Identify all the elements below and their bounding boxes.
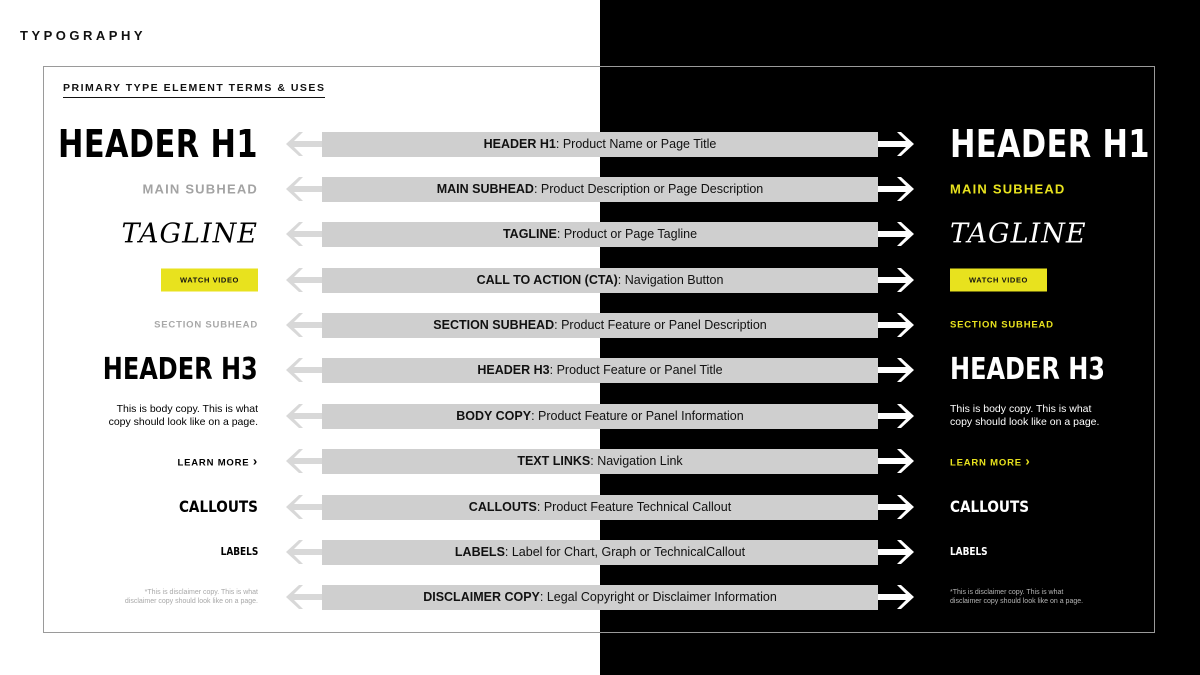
sample-section-subhead-dark: SECTION SUBHEAD xyxy=(950,319,1054,331)
term-bar: BODY COPY : Product Feature or Panel Information xyxy=(322,404,878,429)
arrow-right-icon xyxy=(878,540,914,564)
term-bar: MAIN SUBHEAD : Product Description or Page Description xyxy=(322,177,878,202)
arrow-left-icon xyxy=(286,222,322,246)
term-name: LABELS xyxy=(454,545,505,559)
watch-video-button[interactable]: WATCH VIDEO xyxy=(161,269,258,292)
term-use: Product or Page Tagline xyxy=(563,227,698,241)
sample-header-h3-light: HEADER H3 xyxy=(103,352,258,387)
arrow-left-icon xyxy=(286,495,322,519)
sample-cta-light-wrap xyxy=(161,269,258,292)
page-title: TYPOGRAPHY xyxy=(20,28,147,43)
term-name: BODY COPY xyxy=(456,409,532,423)
learn-more-link[interactable] xyxy=(950,454,1030,469)
sample-cta-dark-wrap xyxy=(950,269,1047,292)
sample-main-subhead-dark: MAIN SUBHEAD xyxy=(950,181,1066,197)
term-bar: TAGLINE : Product or Page Tagline xyxy=(322,222,878,247)
sample-body-copy-light xyxy=(109,403,258,429)
arrow-right-icon xyxy=(878,177,914,201)
term-use: Label for Chart, Graph or TechnicalCallout xyxy=(511,545,746,559)
term-name: HEADER H3 xyxy=(477,363,550,377)
learn-more-link[interactable] xyxy=(178,454,258,469)
body-copy-line: copy should look like on a page. xyxy=(108,416,258,428)
term-use: Navigation Button xyxy=(624,273,724,287)
arrow-right-icon xyxy=(878,222,914,246)
term-name: CALL TO ACTION (CTA) xyxy=(476,273,618,287)
section-title: PRIMARY TYPE ELEMENT TERMS & USES xyxy=(63,82,325,98)
arrow-right-icon xyxy=(878,404,914,428)
arrow-left-icon xyxy=(286,313,322,337)
term-use: Product Feature or Panel Title xyxy=(556,363,723,377)
term-bar: LABELS : Label for Chart, Graph or TechnicalCallout xyxy=(322,540,878,565)
arrow-right-icon xyxy=(878,268,914,292)
term-bar: SECTION SUBHEAD : Product Feature or Panel Description xyxy=(322,313,878,338)
term-bar: HEADER H1 : Product Name or Page Title xyxy=(322,132,878,157)
term-use: Product Feature or Panel Description xyxy=(561,318,767,332)
learn-more-label: LEARN MORE xyxy=(950,457,1022,469)
sample-labels-dark: LABELS xyxy=(950,545,988,558)
arrow-left-icon xyxy=(286,177,322,201)
arrow-right-icon xyxy=(878,358,914,382)
arrow-left-icon xyxy=(286,358,322,382)
term-name: TEXT LINKS xyxy=(517,454,591,468)
sample-section-subhead-light: SECTION SUBHEAD xyxy=(154,319,258,331)
sample-header-h1-light: HEADER H1 xyxy=(58,122,258,166)
term-use: Product Name or Page Title xyxy=(562,137,717,151)
term-use: Product Description or Page Description xyxy=(540,182,764,196)
arrow-left-icon xyxy=(286,132,322,156)
sample-main-subhead-light: MAIN SUBHEAD xyxy=(142,181,258,197)
term-name: DISCLAIMER COPY xyxy=(423,590,540,604)
sample-header-h1-dark: HEADER H1 xyxy=(950,122,1150,166)
arrow-right-icon xyxy=(878,313,914,337)
term-use: Legal Copyright or Disclaimer Information xyxy=(546,590,777,604)
term-bar: CALL TO ACTION (CTA) : Navigation Button xyxy=(322,268,878,293)
term-name: SECTION SUBHEAD xyxy=(433,318,555,332)
term-name: HEADER H1 xyxy=(483,137,556,151)
term-name: TAGLINE xyxy=(502,227,557,241)
sample-body-copy-dark xyxy=(950,403,1099,429)
sample-tagline-light: TAGLINE xyxy=(121,218,258,250)
sample-disclaimer-dark xyxy=(950,588,1083,606)
sample-header-h3-dark: HEADER H3 xyxy=(950,352,1105,387)
arrow-left-icon xyxy=(286,540,322,564)
arrow-left-icon xyxy=(286,404,322,428)
term-bar: HEADER H3 : Product Feature or Panel Title xyxy=(322,358,878,383)
chevron-right-icon: › xyxy=(1025,453,1031,469)
sample-labels-light: LABELS xyxy=(220,545,258,558)
disclaimer-line: disclaimer copy should look like on a page. xyxy=(950,598,1084,605)
arrow-left-icon xyxy=(286,449,322,473)
disclaimer-line: disclaimer copy should look like on a page. xyxy=(124,598,258,605)
chevron-right-icon: › xyxy=(252,453,258,469)
body-copy-line: This is body copy. This is what xyxy=(950,403,1092,415)
term-bar: TEXT LINKS : Navigation Link xyxy=(322,449,878,474)
arrow-right-icon xyxy=(878,495,914,519)
arrow-left-icon xyxy=(286,268,322,292)
sample-callouts-dark: CALLOUTS xyxy=(950,497,1030,516)
disclaimer-line: *This is disclaimer copy. This is what xyxy=(950,589,1064,596)
learn-more-label: LEARN MORE xyxy=(177,457,250,469)
sample-tagline-dark: TAGLINE xyxy=(950,218,1087,250)
term-use: Navigation Link xyxy=(597,454,683,468)
sample-disclaimer-light xyxy=(125,588,258,606)
term-use: Product Feature Technical Callout xyxy=(543,500,732,514)
term-name: CALLOUTS xyxy=(468,500,537,514)
arrow-right-icon xyxy=(878,132,914,156)
body-copy-line: copy should look like on a page. xyxy=(950,416,1100,428)
watch-video-button[interactable]: WATCH VIDEO xyxy=(950,269,1047,292)
disclaimer-line: *This is disclaimer copy. This is what xyxy=(144,589,258,596)
body-copy-line: This is body copy. This is what xyxy=(116,403,258,415)
term-bar: DISCLAIMER COPY : Legal Copyright or Disclaimer Information xyxy=(322,585,878,610)
term-bar: CALLOUTS : Product Feature Technical Callout xyxy=(322,495,878,520)
sample-callouts-light: CALLOUTS xyxy=(178,497,258,516)
arrow-right-icon xyxy=(878,585,914,609)
arrow-left-icon xyxy=(286,585,322,609)
term-use: Product Feature or Panel Information xyxy=(538,409,744,423)
arrow-right-icon xyxy=(878,449,914,473)
term-name: MAIN SUBHEAD xyxy=(436,182,534,196)
